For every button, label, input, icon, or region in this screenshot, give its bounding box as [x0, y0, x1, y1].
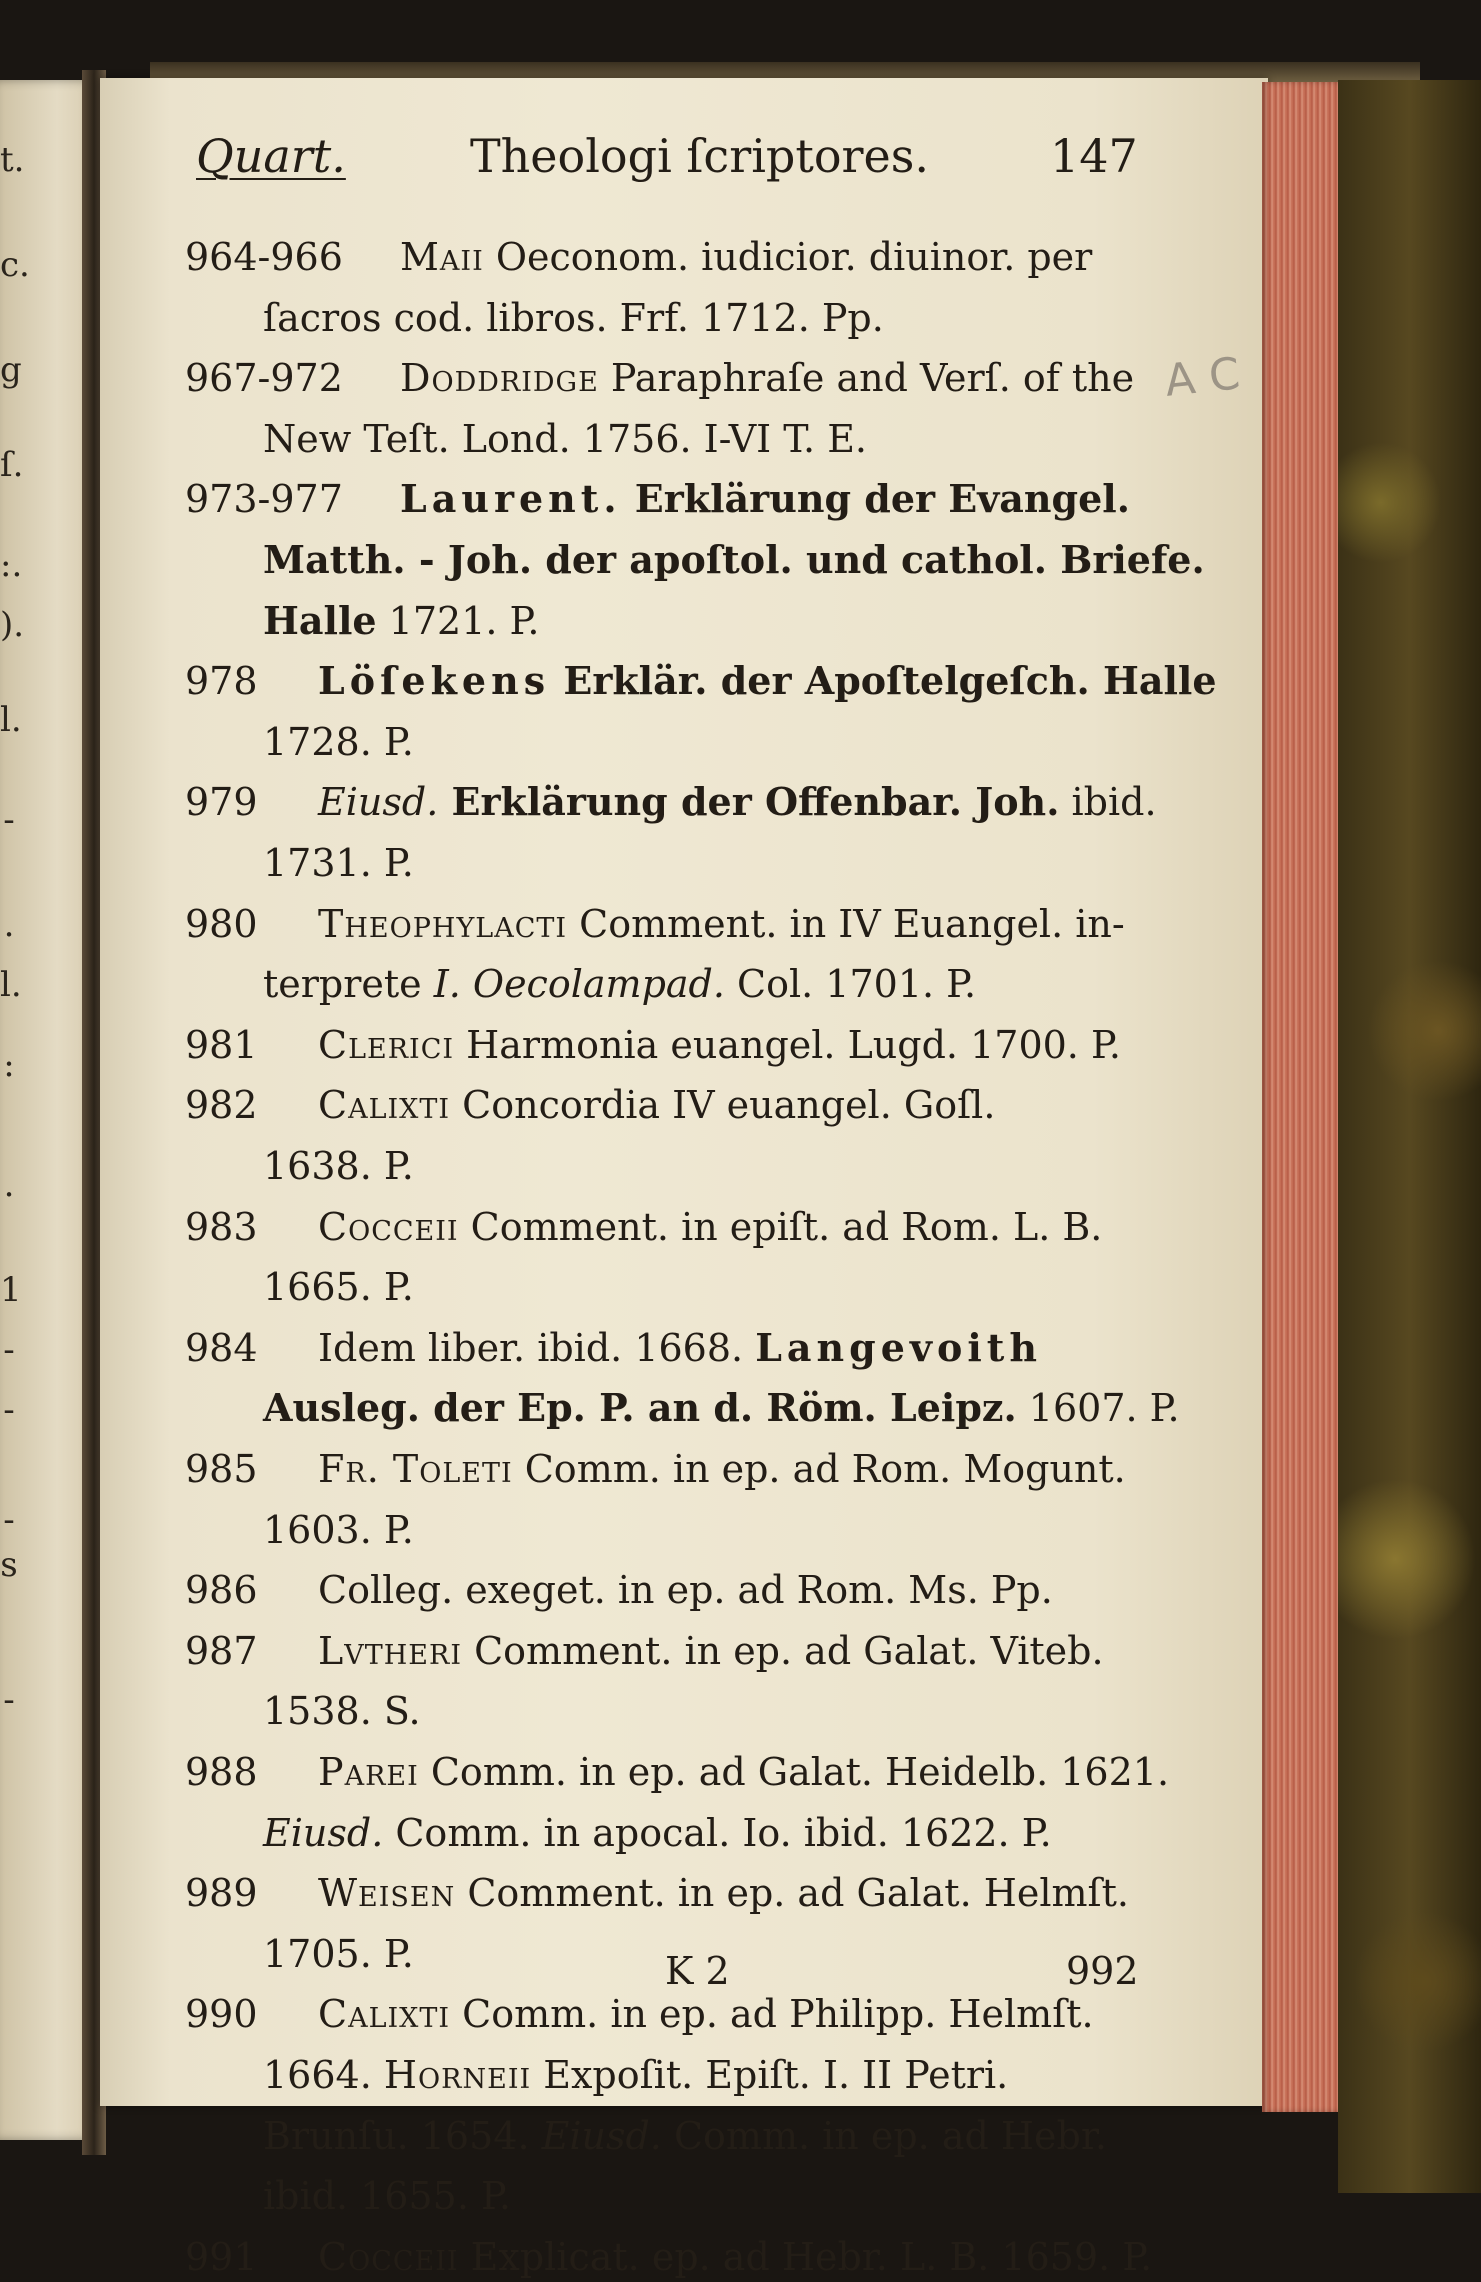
entry-number: 967-972 — [185, 356, 343, 400]
entry-text-segment: 1607. P. — [1016, 1386, 1180, 1430]
entry-number: 984 — [185, 1326, 258, 1370]
left-page-edge-glyph: g — [0, 350, 22, 390]
left-page-edge-glyph: c. — [0, 245, 30, 285]
entry-number: 982 — [185, 1083, 258, 1127]
entry-text-segment: Coccеii — [318, 1205, 459, 1249]
running-head-title: Theologi ſcriptores. — [470, 129, 929, 183]
entry-text — [263, 293, 884, 343]
entry-text-segment: 1721. P. — [376, 599, 540, 643]
entry-text-segment: 1731. P. — [263, 841, 414, 885]
entry-text — [263, 1141, 414, 1191]
left-page-edge-glyph: t. — [0, 140, 25, 180]
entry-number: 973-977 — [185, 477, 343, 521]
entry-text-segment: Comm. in apocal. Io. ibid. 1622. P. — [383, 1811, 1052, 1855]
entry-text-segment: Explicat. ep. ad Hebr. L. B. 1659. P. — [458, 2235, 1153, 2279]
entry-text — [318, 1202, 1102, 1252]
entry-text-segment: Doddridge — [400, 356, 599, 400]
entry-text-segment: Brunſu. 1654. — [263, 2114, 542, 2158]
entry-text-segment: Paraphraſe and Verſ. of the — [598, 356, 1135, 400]
entry-text-segment: Calixti — [318, 1083, 451, 1127]
entry-text-segment: Erklär. der Apoſtelgeſch. Halle — [550, 658, 1217, 703]
entry-text-segment: Expoſit. Epiſt. I. II Petri. — [531, 2053, 1009, 2097]
entry-text-segment: Colleg. exeget. in ep. ad Rom. Ms. Pp. — [318, 1568, 1053, 1612]
entry-number: 987 — [185, 1629, 258, 1673]
entry-text — [263, 959, 976, 1009]
entry-number: 988 — [185, 1750, 258, 1794]
entry-text-segment: Harmonia euangel. Lugd. 1700. P. — [454, 1023, 1121, 1067]
entry-number: 979 — [185, 780, 258, 824]
entry-text — [318, 1989, 1094, 2039]
entry-text-segment: 1638. P. — [263, 1144, 414, 1188]
entry-text-segment: Maii — [400, 235, 484, 279]
entry-text — [318, 777, 1157, 827]
entry-number: 985 — [185, 1447, 258, 1491]
entry-text — [318, 1020, 1121, 1070]
entry-text-segment: 1728. P. — [263, 720, 414, 764]
entry-text — [263, 838, 414, 888]
entry-text-segment: Comm. in ep. ad Philipp. Helmſt. — [450, 1992, 1094, 2036]
signature-mark: K 2 — [665, 1949, 730, 1993]
entry-text-segment: Oeconom. iudicior. diuinor. per — [483, 235, 1093, 279]
entry-text-segment: Comment. in ep. ad Galat. Viteb. — [462, 1629, 1104, 1673]
entry-text-segment: Clerici — [318, 1023, 455, 1067]
entry-text — [318, 1080, 995, 1130]
left-page-edge-glyph: l. — [0, 700, 22, 740]
entry-text-segment: Erklärung der Offenbar. Joh. — [438, 779, 1060, 824]
entry-text — [318, 1747, 1169, 1797]
entry-text — [263, 1383, 1180, 1433]
left-page-edge-glyph: - — [3, 1680, 15, 1720]
entry-text — [263, 1929, 414, 1979]
entry-number: 980 — [185, 902, 258, 946]
entry-text — [318, 1444, 1126, 1494]
entry-text-segment: Comm. in ep. ad Galat. Heidelb. 1621. — [418, 1750, 1170, 1794]
entry-text-segment: Matth. - Joh. der apoſtol. und cathol. Briefe. — [263, 537, 1205, 582]
entry-number: 978 — [185, 659, 258, 703]
entry-text-segment: Halle — [263, 598, 377, 643]
entry-text-segment: Concordia IV euangel. Goſl. — [450, 1083, 996, 1127]
left-page-edge-glyph: ſ. — [0, 445, 24, 485]
entry-text-segment: Ausleg. der Ep. P. an d. Röm. Leipz. — [263, 1385, 1017, 1430]
entry-text-segment: Comment. in ep. ad Galat. Helmſt. — [455, 1871, 1129, 1915]
entry-text-segment: 1538. S. — [263, 1689, 421, 1733]
entry-number: 981 — [185, 1023, 258, 1067]
entry-text-segment: I. Oecolampad. — [433, 962, 725, 1006]
entry-number: 983 — [185, 1205, 258, 1249]
left-page-edge-glyph: . — [3, 1165, 15, 1205]
entry-text — [263, 2171, 511, 2221]
entry-text — [263, 1262, 414, 1312]
running-head-format: Quart. — [196, 129, 346, 183]
entry-number: 964-966 — [185, 235, 343, 279]
entry-text — [263, 717, 414, 767]
entry-text-segment: Erklärung der Evangel. — [621, 476, 1130, 521]
entry-text-segment: Coccеii — [318, 2235, 459, 2279]
left-page-edge-glyph: - — [3, 1330, 15, 1370]
left-page-edge-glyph: - — [3, 800, 15, 840]
entry-text-segment: Fr. Toleti — [318, 1447, 513, 1491]
entry-text — [318, 1565, 1053, 1615]
entry-text-segment: ibid. — [1059, 780, 1157, 824]
entry-text-segment: Theophylacti — [318, 902, 568, 946]
entry-number: 989 — [185, 1871, 258, 1915]
entry-text-segment: Eiusd. — [263, 1811, 384, 1855]
left-page-edge-glyph: - — [3, 1500, 15, 1540]
entry-text — [263, 535, 1205, 585]
left-page-edge-glyph: 1 — [0, 1270, 22, 1310]
entry-number: 991 — [185, 2235, 258, 2279]
left-page-edge-glyph: l. — [0, 965, 22, 1005]
entry-text — [400, 232, 1092, 282]
entry-text — [263, 1808, 1052, 1858]
entry-text-segment: Comm. in ep. ad Hebr. — [661, 2114, 1107, 2158]
entry-text-segment: 1664. — [263, 2053, 384, 2097]
entry-text-segment: New Teſt. Lond. 1756. I-VI T. E. — [263, 417, 868, 461]
entry-text-segment: Langevoith — [755, 1325, 1042, 1370]
entry-text-segment: terprete — [263, 962, 434, 1006]
entry-text — [263, 2050, 1008, 2100]
entry-text-segment: Idem liber. ibid. 1668. — [318, 1326, 756, 1370]
left-page-edge-glyph: s — [0, 1545, 18, 1585]
entry-text — [263, 1505, 414, 1555]
left-page-edge-glyph: ). — [0, 605, 25, 645]
entry-text — [400, 353, 1134, 403]
entry-text-segment: Lvtheri — [318, 1629, 462, 1673]
entry-text — [318, 899, 1125, 949]
entry-text-segment: 1603. P. — [263, 1508, 414, 1552]
left-page-edge-glyph: - — [3, 1390, 15, 1430]
entry-text — [263, 596, 539, 646]
entry-text — [263, 414, 867, 464]
entry-text — [263, 2111, 1107, 2161]
entry-text-segment: Calixti — [318, 1992, 451, 2036]
pencil-marginal-note: A C — [1162, 348, 1243, 407]
entry-text — [318, 1626, 1104, 1676]
left-page-edge-glyph: :. — [0, 545, 23, 585]
entry-text — [318, 1323, 1042, 1373]
entry-text-segment: Comment. in epiſt. ad Rom. L. B. — [458, 1205, 1103, 1249]
left-page-edge-glyph: : — [3, 1045, 15, 1085]
entry-text — [318, 656, 1217, 706]
entry-text-segment: 1705. P. — [263, 1932, 414, 1976]
entry-text-segment: Eiusd. — [541, 2114, 662, 2158]
left-page-edge-glyph: . — [3, 905, 15, 945]
entry-text — [318, 2232, 1152, 2282]
entry-text-segment: ſacros cod. libros. Frf. 1712. Pp. — [263, 296, 884, 340]
entry-text-segment: Parei — [318, 1750, 419, 1794]
entry-text-segment: ibid. 1655. P. — [263, 2174, 511, 2218]
entry-text — [318, 1868, 1129, 1918]
entry-text-segment: Comm. in ep. ad Rom. Mogunt. — [512, 1447, 1126, 1491]
entry-text — [263, 1686, 421, 1736]
entry-text — [400, 474, 1130, 524]
entry-text-segment: Col. 1701. P. — [724, 962, 977, 1006]
page-number: 147 — [1050, 129, 1138, 183]
entry-text-segment: Weisen — [318, 1871, 456, 1915]
entry-text-segment: Comment. in IV Euangel. in- — [567, 902, 1125, 946]
entry-number: 986 — [185, 1568, 258, 1612]
entry-number: 990 — [185, 1992, 258, 2036]
entry-text-segment: Laurent. — [400, 476, 622, 521]
entry-text-segment: Horneii — [383, 2053, 532, 2097]
catchword: 992 — [1066, 1949, 1139, 1993]
entry-text-segment: 1665. P. — [263, 1265, 414, 1309]
entry-text-segment: Eiusd. — [318, 780, 439, 824]
entry-text-segment: Löſekens — [318, 658, 551, 703]
